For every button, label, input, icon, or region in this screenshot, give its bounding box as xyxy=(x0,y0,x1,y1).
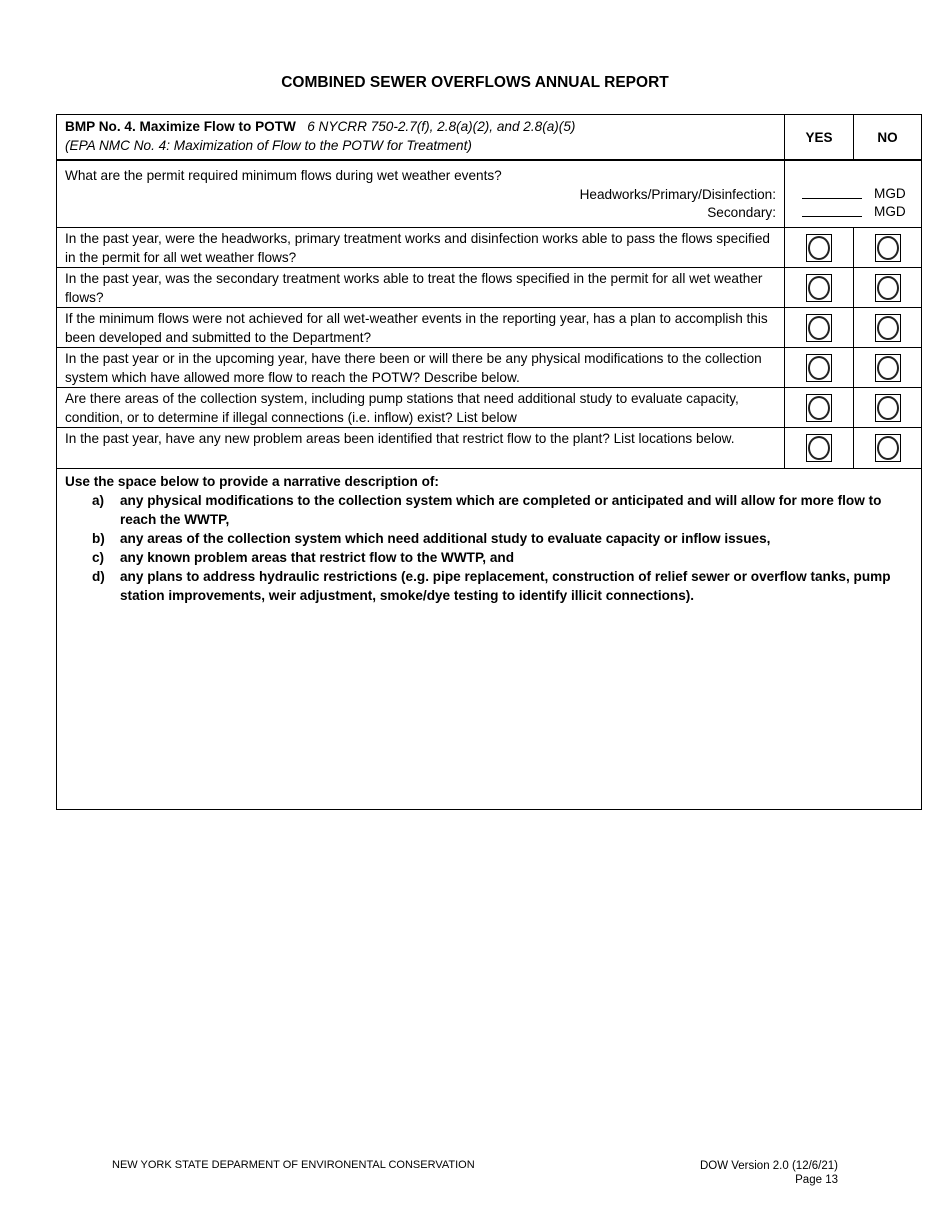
secondary-flow-field[interactable] xyxy=(802,216,862,217)
headworks-unit: MGD xyxy=(874,186,906,201)
question-text: If the minimum flows were not achieved for all wet-weather events in the reporting year, has a plan to accomplish this been developed and submitted to the Department? xyxy=(65,311,768,345)
min-flows-answer-cell xyxy=(784,161,921,227)
yes-column-header: YES xyxy=(784,115,853,159)
question-text: In the past year, was the secondary treatment works able to treat the flows specified in the permit for all wet weather flows? xyxy=(65,271,763,305)
item-text: any areas of the collection system which need additional study to evaluate capacity or inflow issues, xyxy=(120,531,771,546)
bmp-label: BMP No. 4. Maximize Flow to POTW xyxy=(65,119,296,134)
question-row xyxy=(57,348,921,388)
bmp-heading xyxy=(57,115,784,159)
question-row xyxy=(57,268,921,308)
item-text: any physical modifications to the collection system which are completed or anticipated and will allow for more flow to reach the WWTP, xyxy=(120,493,882,527)
item-text: any plans to address hydraulic restrictions (e.g. pipe replacement, construction of relief sewer or overflow tanks, pump station improvements, weir adjustment, smoke/dye testing to identify illicit connections). xyxy=(120,569,891,603)
footer-info xyxy=(690,1159,838,1187)
question-row xyxy=(57,388,921,428)
item-letter: a) xyxy=(92,493,105,508)
yes-radio[interactable] xyxy=(806,314,832,342)
yes-radio[interactable] xyxy=(806,434,832,462)
narrative-item xyxy=(65,491,913,529)
secondary-unit: MGD xyxy=(874,204,906,219)
no-radio[interactable] xyxy=(875,394,901,422)
no-radio[interactable] xyxy=(875,274,901,302)
narrative-intro: Use the space below to provide a narrative description of: xyxy=(65,474,439,489)
footer-page-number: Page 13 xyxy=(795,1174,838,1186)
no-radio[interactable] xyxy=(875,234,901,262)
question-row xyxy=(57,228,921,268)
narrative-item xyxy=(65,548,913,567)
item-text: any known problem areas that restrict flow to the WWTP, and xyxy=(120,550,515,565)
yes-radio[interactable] xyxy=(806,354,832,382)
footer-version: DOW Version 2.0 (12/6/21) xyxy=(699,1160,838,1172)
question-text: In the past year, have any new problem areas been identified that restrict flow to the plant? List locations below. xyxy=(65,431,735,446)
secondary-label: Secondary: xyxy=(707,205,776,220)
bmp-header-row xyxy=(57,115,921,161)
question-text: In the past year or in the upcoming year, have there been or will there be any physical modifications to the collection system which have allowed more flow to reach the POTW? Describe below. xyxy=(65,351,762,385)
bmp-citation: 6 NYCRR 750-2.7(f), 2.8(a)(2), and 2.8(a)(5) xyxy=(307,119,576,134)
yes-radio[interactable] xyxy=(806,394,832,422)
no-radio[interactable] xyxy=(875,434,901,462)
no-radio[interactable] xyxy=(875,354,901,382)
narrative-list xyxy=(65,491,913,605)
item-letter: d) xyxy=(92,569,105,584)
narrative-item xyxy=(65,529,913,548)
narrative-section[interactable] xyxy=(57,470,921,607)
no-column-header: NO xyxy=(853,115,921,159)
yes-radio[interactable] xyxy=(806,234,832,262)
min-flows-question: What are the permit required minimum flows during wet weather events? xyxy=(65,168,502,183)
question-row xyxy=(57,308,921,348)
min-flows-row xyxy=(57,161,921,228)
item-letter: b) xyxy=(92,531,105,546)
question-text: Are there areas of the collection system, including pump stations that need additional study to evaluate capacity, condition, or to determine if illegal connections (i.e. inflow) exist? List below xyxy=(65,391,739,425)
footer-agency: NEW YORK STATE DEPARMENT OF ENVIRONENTAL CONSERVATION xyxy=(112,1159,475,1171)
min-flows-question-cell xyxy=(57,161,784,227)
no-radio[interactable] xyxy=(875,314,901,342)
headworks-flow-field[interactable] xyxy=(802,198,862,199)
question-row xyxy=(57,428,921,469)
item-letter: c) xyxy=(92,550,105,565)
epa-reference: (EPA NMC No. 4: Maximization of Flow to the POTW for Treatment) xyxy=(65,137,472,153)
question-text: In the past year, were the headworks, primary treatment works and disinfection works able to pass the flows specified in the permit for all wet weather flows? xyxy=(65,231,770,265)
bmp-form xyxy=(56,114,922,810)
headworks-label: Headworks/Primary/Disinfection: xyxy=(579,187,776,202)
report-title: COMBINED SEWER OVERFLOWS ANNUAL REPORT xyxy=(281,74,669,91)
narrative-item xyxy=(65,567,913,605)
yes-radio[interactable] xyxy=(806,274,832,302)
